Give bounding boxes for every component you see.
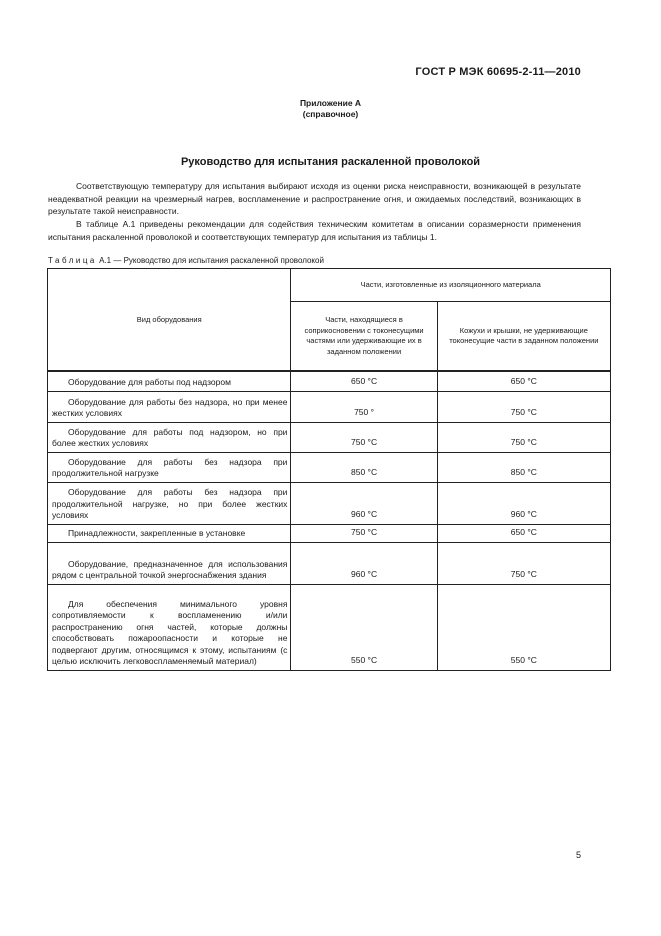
paragraph-2: В таблице А.1 приведены рекомендации для содействия техническим комитетам в описании соразмерности применения испытания раскаленной проволокой и соответствующих температур для испытания из таблицы 1. bbox=[48, 219, 581, 242]
equipment-type-cell: Оборудование для работы под надзором bbox=[48, 371, 291, 391]
cover-temperature-cell: 750 °С bbox=[437, 391, 610, 422]
table-header-row bbox=[48, 269, 611, 302]
cover-temperature-cell: 750 °С bbox=[437, 542, 610, 584]
header-equipment-type: Вид оборудования bbox=[48, 269, 291, 372]
contact-temperature-cell: 960 °С bbox=[291, 542, 437, 584]
table-caption bbox=[48, 256, 324, 265]
table-row bbox=[48, 524, 611, 542]
paragraph-1: Соответствующую температуру для испытания выбирают исходя из оценки риска неисправности, возникающей в результате неадекватной реакции на чрезмерный нагрев, воспламенение и распространение огня, и ожидаемых последствий, возникающих в результате такой неисправности. bbox=[48, 181, 581, 216]
contact-temperature-cell: 750 °С bbox=[291, 422, 437, 452]
cover-temperature-cell: 650 °С bbox=[437, 524, 610, 542]
cover-temperature-cell: 850 °С bbox=[437, 452, 610, 482]
contact-temperature-cell: 650 °С bbox=[291, 371, 437, 391]
equipment-type-cell: Оборудование для работы без надзора при продолжительной нагрузке, но при более жестких условиях bbox=[48, 482, 291, 524]
header-contact-parts: Части, находящиеся в соприкосновении с токонесущими частями или удерживающие их в заданном положении bbox=[291, 302, 437, 372]
table-caption-label: Таблица bbox=[48, 256, 97, 265]
table-row bbox=[48, 584, 611, 670]
annex-title: Приложение А bbox=[299, 98, 362, 108]
equipment-type-cell: Оборудование, предназначенное для использования рядом с центральной точкой энергоснабжения здания bbox=[48, 542, 291, 584]
contact-temperature-cell: 750 °С bbox=[291, 524, 437, 542]
table-row bbox=[48, 452, 611, 482]
section-heading: Руководство для испытания раскаленной проволокой bbox=[180, 156, 481, 168]
annex-heading bbox=[0, 98, 661, 120]
contact-temperature-cell: 960 °С bbox=[291, 482, 437, 524]
cover-temperature-cell: 650 °С bbox=[437, 371, 610, 391]
annex-note: (справочное) bbox=[302, 109, 359, 119]
cover-temperature-cell: 960 °С bbox=[437, 482, 610, 524]
equipment-type-cell: Принадлежности, закрепленные в установке bbox=[48, 524, 291, 542]
equipment-type-cell: Для обеспечения минимального уровня сопротивляемости к воспламенению и/или распространению огня частей, которые должны способствовать пожароопасности и которые не подвергают другим, относящимся к этому, испытаниям (с целью исключить легковоспламеняемый материал) bbox=[48, 584, 291, 670]
header-insulating-parts: Части, изготовленные из изоляционного материала bbox=[291, 269, 611, 302]
table-caption-text: А.1 — Руководство для испытания раскаленной проволокой bbox=[99, 256, 324, 265]
table-row bbox=[48, 422, 611, 452]
cover-temperature-cell: 550 °С bbox=[437, 584, 610, 670]
table-row bbox=[48, 482, 611, 524]
equipment-type-cell: Оборудование для работы без надзора при продолжительной нагрузке bbox=[48, 452, 291, 482]
table-row bbox=[48, 371, 611, 391]
equipment-type-cell: Оборудование для работы без надзора, но при менее жестких условиях bbox=[48, 391, 291, 422]
equipment-type-cell: Оборудование для работы под надзором, но при более жестких условиях bbox=[48, 422, 291, 452]
cover-temperature-cell: 750 °С bbox=[437, 422, 610, 452]
contact-temperature-cell: 750 ° bbox=[291, 391, 437, 422]
page-number: 5 bbox=[576, 850, 582, 860]
guide-table bbox=[47, 268, 611, 671]
table-row bbox=[48, 542, 611, 584]
document-id: ГОСТ Р МЭК 60695-2-11—2010 bbox=[415, 66, 581, 78]
table-row bbox=[48, 391, 611, 422]
contact-temperature-cell: 850 °С bbox=[291, 452, 437, 482]
header-covers: Кожухи и крышки, не удерживающие токонесущие части в заданном положении bbox=[437, 302, 610, 372]
contact-temperature-cell: 550 °С bbox=[291, 584, 437, 670]
